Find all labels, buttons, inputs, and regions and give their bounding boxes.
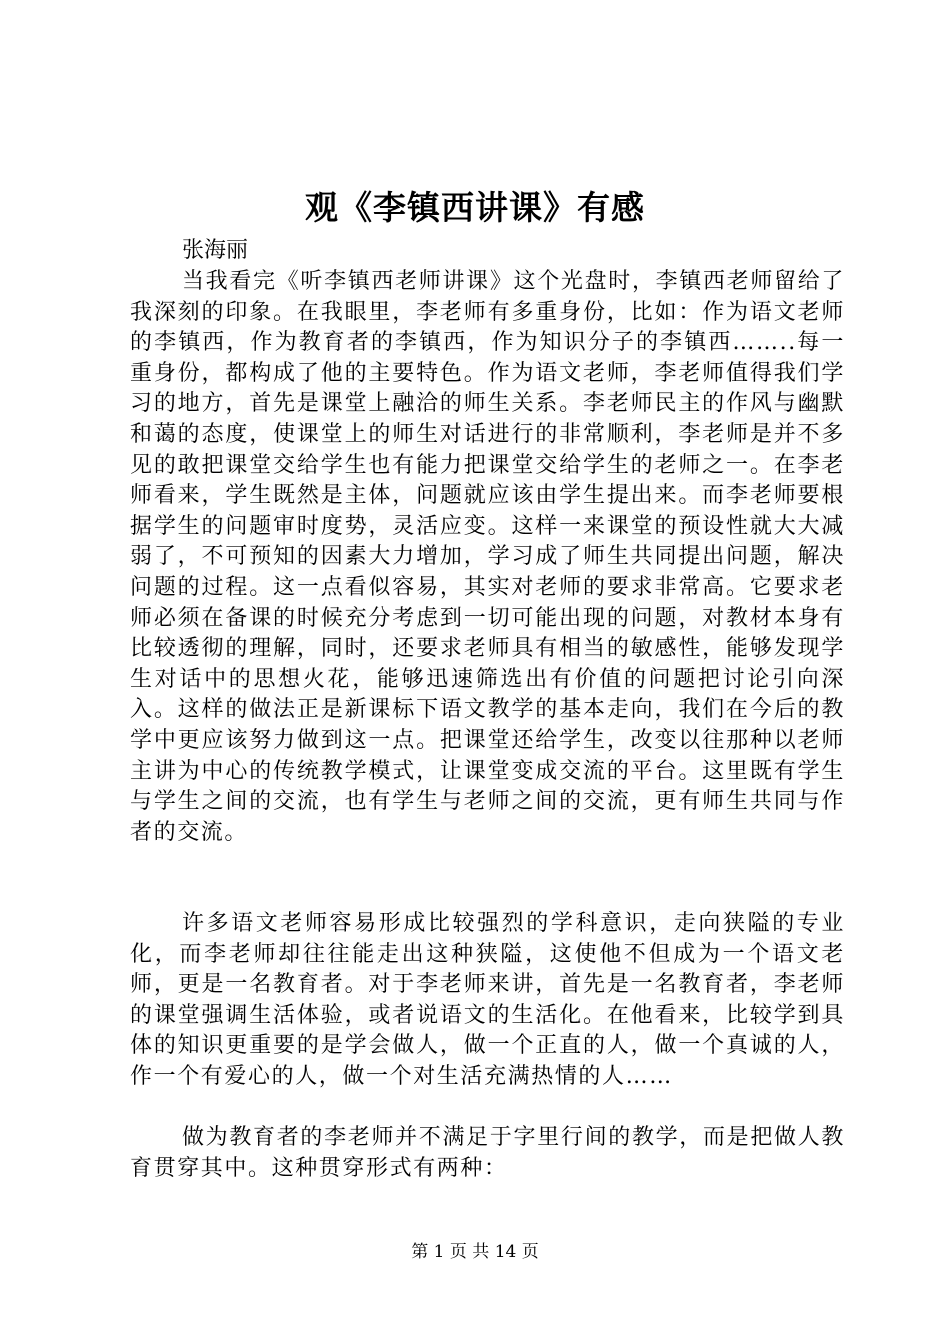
body-paragraph-3: 做为教育者的李老师并不满足于字里行间的教学，而是把做人教育贯穿其中。这种贯穿形式有两种：	[130, 1125, 845, 1181]
page-number-footer: 第 1 页 共 14 页	[411, 1242, 539, 1262]
body-paragraph-2: 许多语文老师容易形成比较强烈的学科意识，走向狭隘的专业化，而李老师却往往能走出这种狭隘，这使他不但成为一个语文老师，更是一名教育者。对于李老师来讲，首先是一名教育者，李老师的课堂强调生活体验，或者说语文的生活化。在他看来，比较学到具体的知识更重要的是学会做人，做一个正直的人，做一个真诚的人，作一个有爱心的人，做一个对生活充满热情的人……	[130, 911, 845, 1089]
body-paragraph-1: 当我看完《听李镇西老师讲课》这个光盘时，李镇西老师留给了我深刻的印象。在我眼里，李老师有多重身份，比如：作为语文老师的李镇西，作为教育者的李镇西，作为知识分子的李镇西……..每一重身份，都构成了他的主要特色。作为语文老师，李老师值得我们学习的地方，首先是课堂上融洽的师生关系。李老师民主的作风与幽默和蔼的态度，使课堂上的师生对话进行的非常顺利，李老师是并不多见的敢把课堂交给学生也有能力把课堂交给学生的老师之一。在李老师看来，学生既然是主体，问题就应该由学生提出来。而李老师要根据学生的问题审时度势，灵活应变。这样一来课堂的预设性就大大减弱了，不可预知的因素大力增加，学习成了师生共同提出问题，解决问题的过程。这一点看似容易，其实对老师的要求非常高。它要求老师必须在备课的时候充分考虑到一切可能出现的问题，对教材本身有比较透彻的理解，同时，还要求老师具有相当的敏感性，能够发现学生对话中的思想火花，能够迅速筛选出有价值的问题把讨论引向深入。这样的做法正是新课标下语文教学的基本走向，我们在今后的教学中更应该努力做到这一点。把课堂还给学生，改变以往那种以老师主讲为中心的传统教学模式，让课堂变成交流的平台。这里既有学生与学生之间的交流，也有学生与老师之间的交流，更有师生共同与作者的交流。	[130, 269, 845, 845]
author-name: 张海丽	[182, 238, 249, 263]
document-title: 观《李镇西讲课》有感	[305, 188, 645, 227]
